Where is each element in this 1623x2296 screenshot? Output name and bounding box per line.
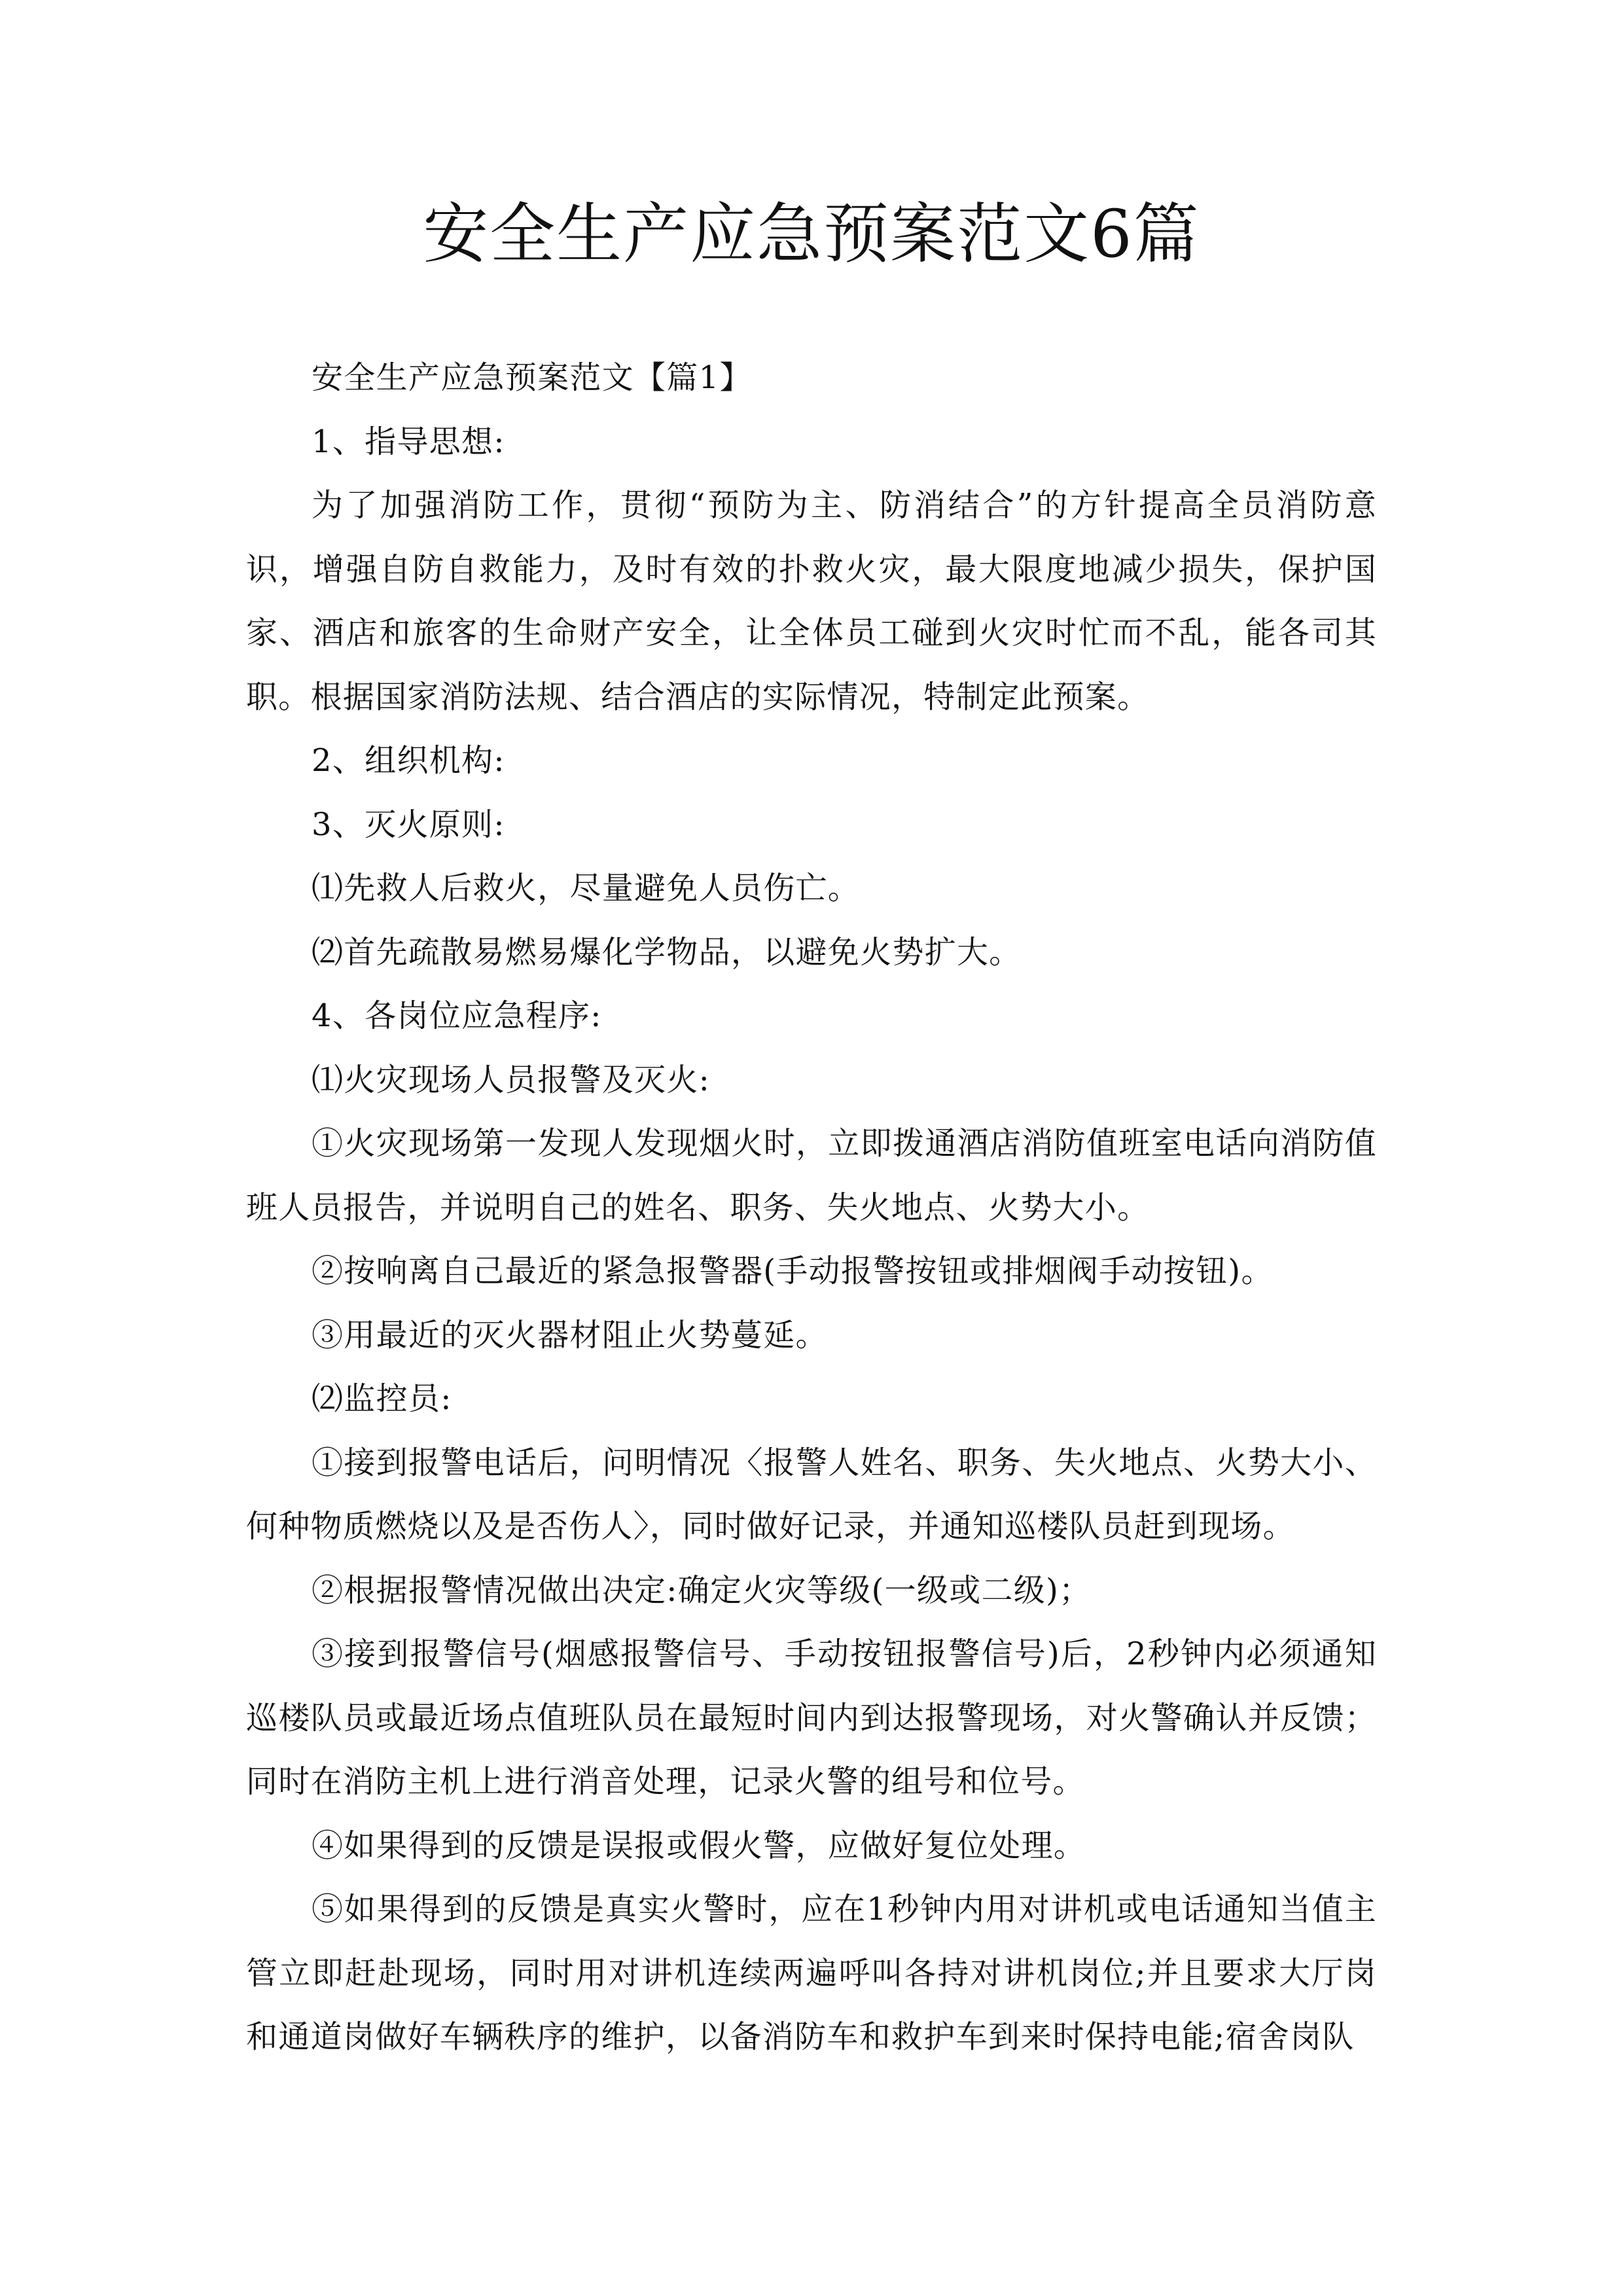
heading-guiding-principle: 1、指导思想: [312, 423, 505, 460]
list-item: ③用最近的灭火器材阻止火势蔓延。 [312, 1316, 828, 1354]
document-title: 安全生产应急预案范文6篇 [423, 196, 1200, 272]
heading-firefighting-principles: 3、灭火原则: [312, 806, 505, 843]
subheading: ⑴火灾现场人员报警及灭火: [312, 1061, 711, 1098]
section-heading: 安全生产应急预案范文【篇1】 [312, 359, 752, 396]
list-item: ②按响离自己最近的紧急报警器(手动报警按钮或排烟阀手动按钮)。 [312, 1253, 1274, 1289]
list-item: ⑵首先疏散易燃易爆化学物品，以避免火势扩大。 [312, 933, 1022, 971]
heading-emergency-procedures: 4、各岗位应急程序: [312, 997, 602, 1034]
subheading: ⑵监控员: [312, 1380, 452, 1417]
document-body [246, 346, 1377, 2070]
list-item: ⑤如果得到的反馈是真实火警时，应在1秒钟内用对讲机或电话通知当值主管立即赶赴现场，同时用对讲机连续两遍呼叫各持对讲机岗位;并且要求大厅岗和通道岗做好车辆秩序的维护，以备消防车和救护车到来时保持电能;宿舍岗队 [246, 1891, 1377, 2055]
paragraph: 为了加强消防工作，贯彻“预防为主、防消结合”的方针提高全员消防意识，增强自防自救能力，及时有效的扑救火灾，最大限度地减少损失，保护国家、酒店和旅客的生命财产安全，让全体员工碰到火灾时忙而不乱，能各司其职。根据国家消防法规、结合酒店的实际情况，特制定此预案。 [246, 487, 1377, 715]
list-item: ①火灾现场第一发现人发现烟火时，立即拨通酒店消防值班室电话向消防值班人员报告，并说明自己的姓名、职务、失火地点、火势大小。 [246, 1125, 1377, 1226]
list-item: ④如果得到的反馈是误报或假火警，应做好复位处理。 [312, 1827, 1086, 1864]
heading-organization: 2、组织机构: [312, 742, 505, 779]
list-item: ⑴先救人后救火，尽量避免人员伤亡。 [312, 870, 861, 906]
list-item: ③接到报警信号(烟感报警信号、手动按钮报警信号)后，2秒钟内必须通知巡楼队员或最近场点值班队员在最短时间内到达报警现场，对火警确认并反馈；同时在消防主机上进行消音处理，记录火警的组号和位号。 [246, 1636, 1377, 1800]
list-item: ②根据报警情况做出决定:确定火灾等级(一级或二级)； [312, 1571, 1092, 1609]
list-item: ①接到报警电话后，问明情况〈报警人姓名、职务、失火地点、火势大小、何种物质燃烧以及是否伤人〉，同时做好记录，并通知巡楼队员赶到现场。 [246, 1444, 1377, 1545]
